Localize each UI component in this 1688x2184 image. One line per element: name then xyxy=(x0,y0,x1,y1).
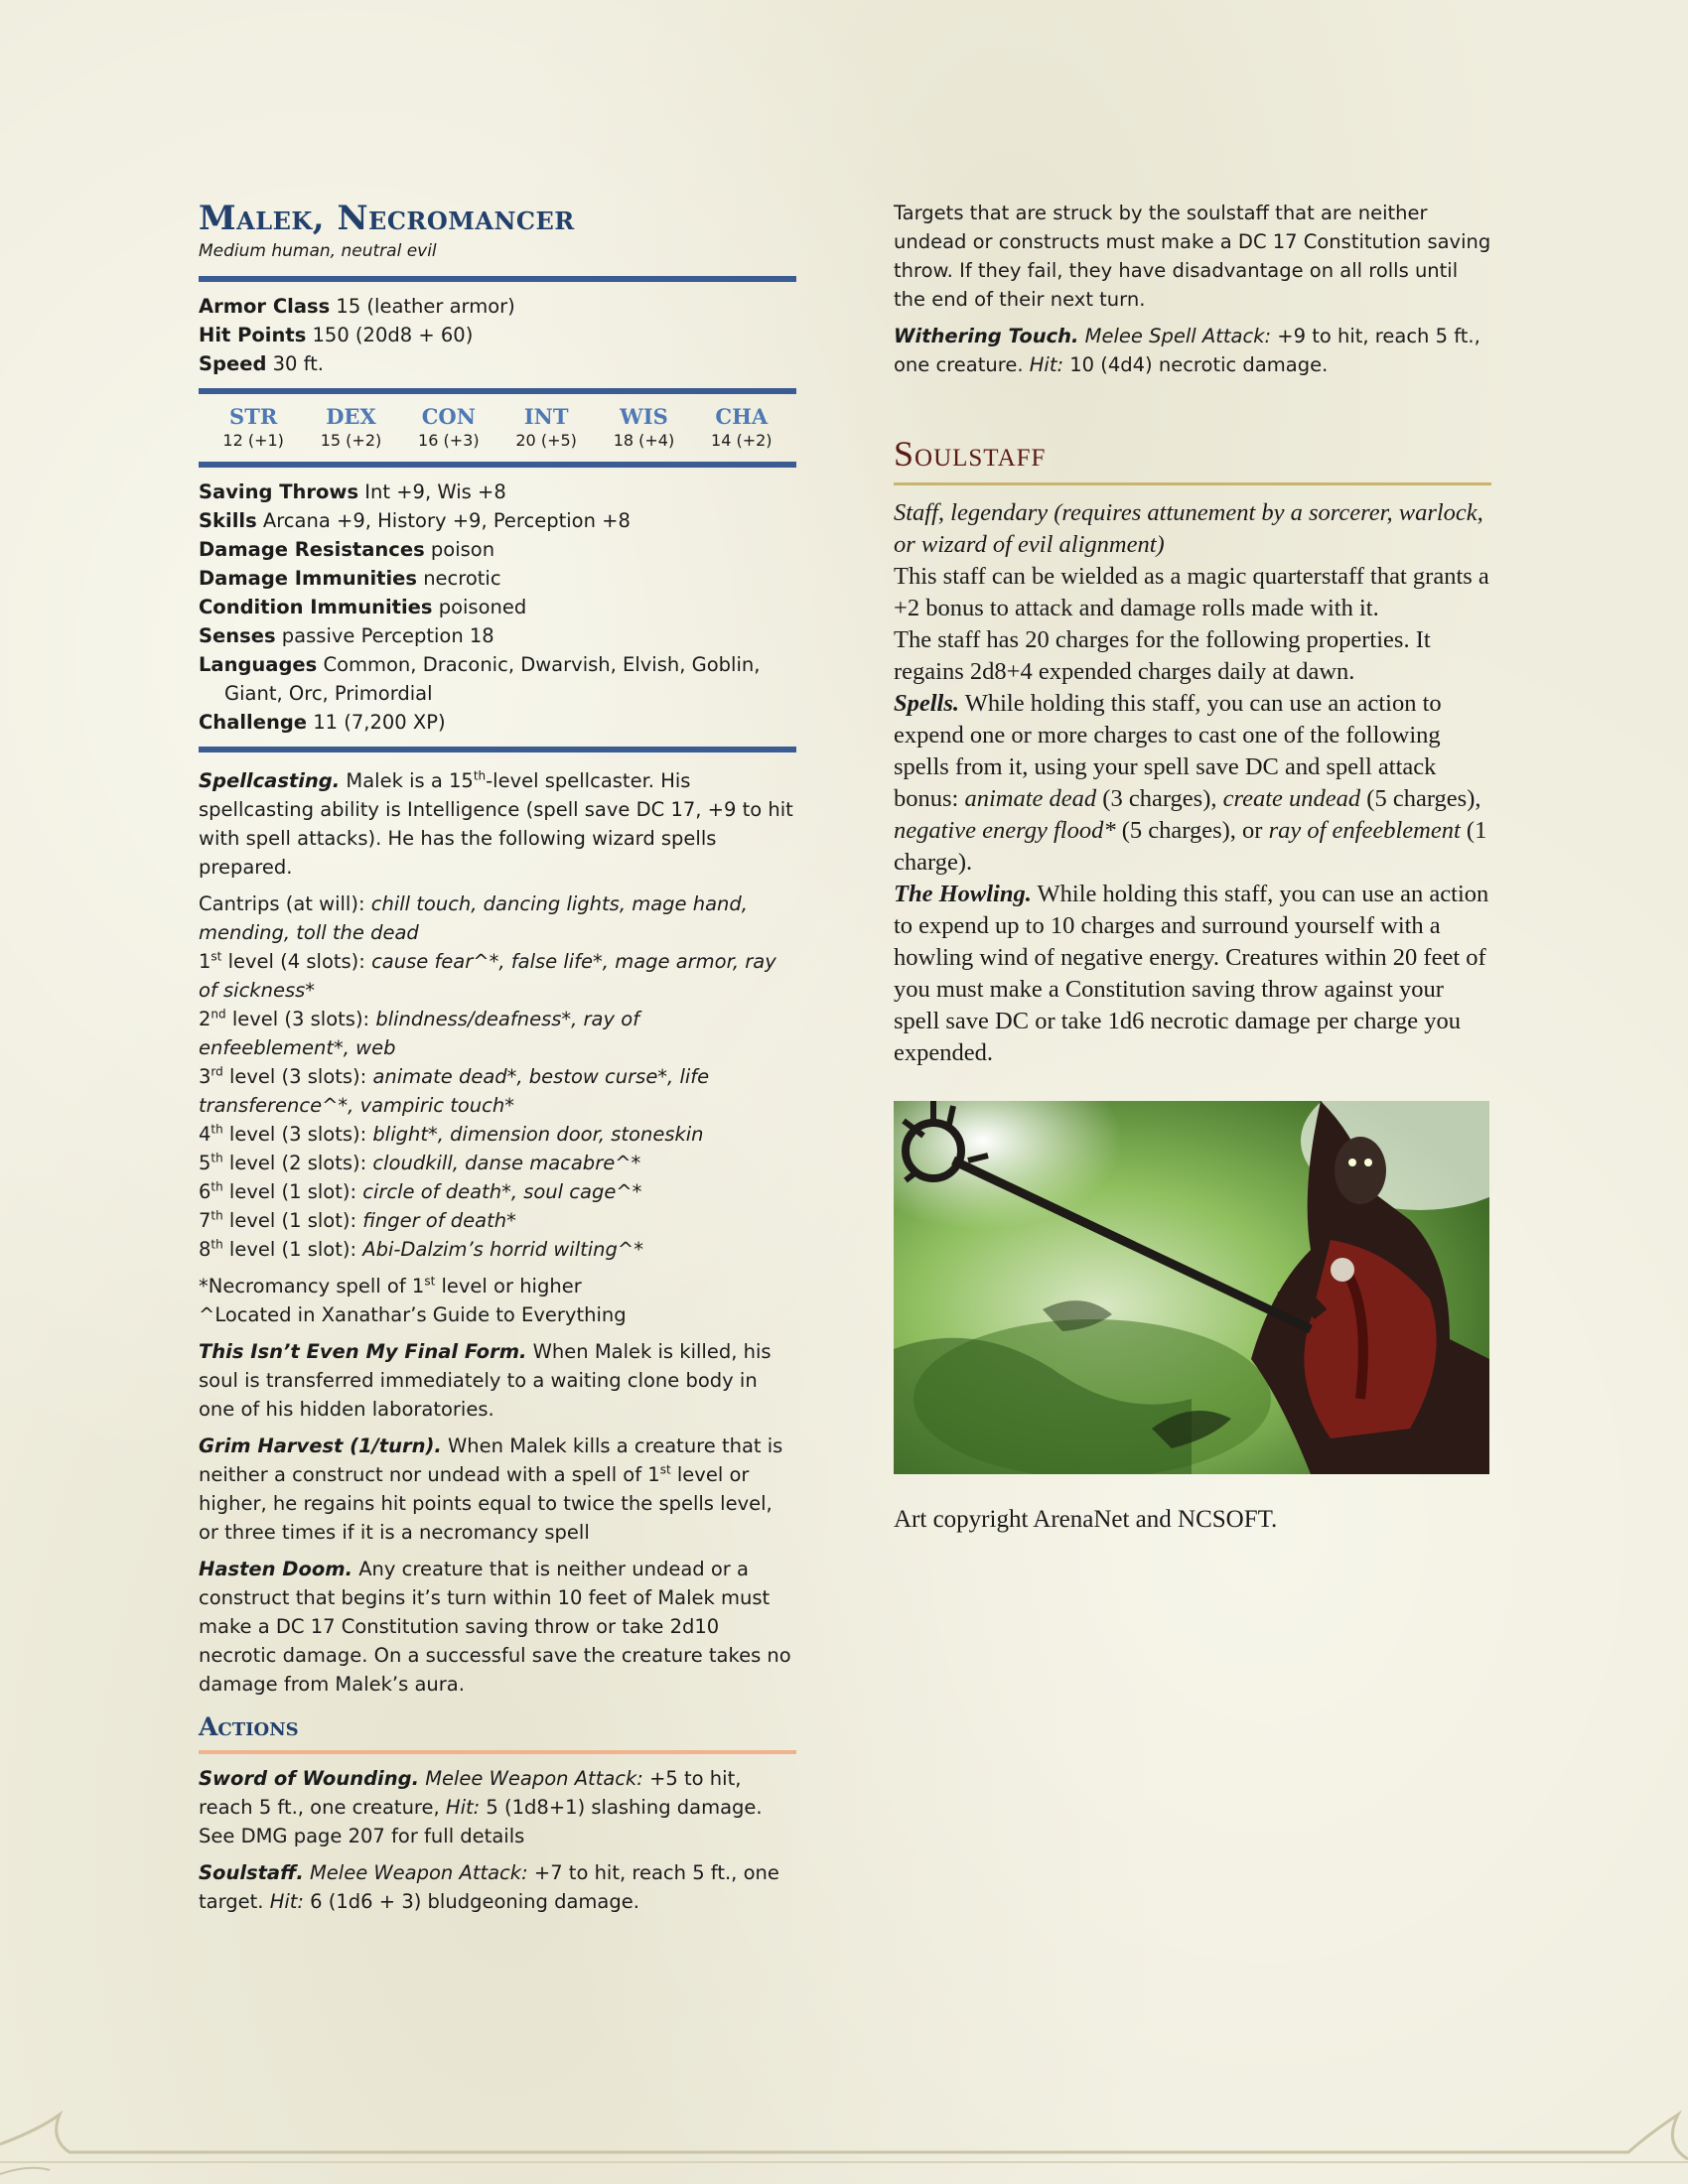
trait-final-form: This Isn’t Even My Final Form. When Malek is killed, his soul is transferred immediately to a waiting clone body in one of his hidden laboratories. xyxy=(199,1340,772,1421)
saving-throws: Saving Throws Int +9, Wis +8 xyxy=(199,480,506,503)
spell-level-6: 6th level (1 slot): circle of death*, soul cage^* xyxy=(199,1179,642,1203)
spell-level-8: 8th level (1 slot): Abi-Dalzim’s horrid wilting^* xyxy=(199,1237,643,1261)
spell-level-1: 1st level (4 slots): cause fear^*, false life*, mage armor, ray of sickness* xyxy=(199,949,776,1002)
action-sword-of-wounding: Sword of Wounding. Melee Weapon Attack: +5 to hit, reach 5 ft., one creature, Hit: 5 (1d8+1) slashing damage. See DMG page 207 for full details xyxy=(199,1767,763,1847)
ability-wis: WIS 18 (+4) xyxy=(613,404,675,450)
action-withering-touch: Withering Touch. Melee Spell Attack: +9 to hit, reach 5 ft., one creature. Hit: 10 (4d4) necrotic damage. xyxy=(894,325,1480,376)
ability-cha: CHA 14 (+2) xyxy=(711,404,773,450)
spell-list xyxy=(199,889,796,1264)
xanathar-note: ^Located in Xanathar’s Guide to Everything xyxy=(199,1303,627,1326)
ability-dex: DEX 15 (+2) xyxy=(320,404,382,450)
divider xyxy=(199,747,796,752)
divider xyxy=(199,276,796,282)
right-column xyxy=(894,199,1491,1536)
divider xyxy=(199,388,796,394)
armor-class: Armor Class 15 (leather armor) xyxy=(199,295,515,318)
spell-level-5: 5th level (2 slots): cloudkill, danse macabre^* xyxy=(199,1151,641,1174)
damage-resistances: Damage Resistances poison xyxy=(199,538,495,561)
actions-heading: Actions xyxy=(199,1712,299,1741)
necromancy-note: *Necromancy spell of 1st level or higher xyxy=(199,1274,582,1297)
item-subtitle: Staff, legendary (requires attunement by a sorcerer, warlock, or wizard of evil alignment) xyxy=(894,499,1483,558)
condition-immunities: Condition Immunities poisoned xyxy=(199,596,527,618)
monster-name: Malek, Necromancer xyxy=(199,199,575,238)
senses: Senses passive Perception 18 xyxy=(199,624,494,647)
item-desc-2: The staff has 20 charges for the following properties. It regains 2d8+4 expended charges daily at dawn. xyxy=(894,626,1431,685)
action-soulstaff: Soulstaff. Melee Weapon Attack: +7 to hit, reach 5 ft., one target. Hit: 6 (1d6 + 3) bludgeoning damage. xyxy=(199,1861,779,1913)
trait-grim-harvest: Grim Harvest (1/turn). When Malek kills a creature that is neither a construct nor undead with a spell of 1st level or higher, he regains hit points equal to twice the spells level, or three times if it is a necromancy spell xyxy=(199,1434,783,1544)
soulstaff-continuation: Targets that are struck by the soulstaff that are neither undead or constructs must make a DC 17 Constitution saving throw. If they fail, they have disadvantage on all rolls until the end of their next turn. xyxy=(894,202,1491,311)
item-howling: The Howling. While holding this staff, you can use an action to expend up to 10 charges and surround yourself with a howling wind of negative energy. Creatures within 20 feet of you must make a Constitution saving throw against your spell save DC or take 1d6 necrotic damage per charge you expended. xyxy=(894,881,1489,1066)
actions-divider xyxy=(199,1750,796,1754)
art-caption: Art copyright ArenaNet and NCSOFT. xyxy=(894,1506,1278,1533)
speed: Speed 30 ft. xyxy=(199,352,325,375)
item-divider xyxy=(894,482,1491,485)
damage-immunities: Damage Immunities necrotic xyxy=(199,567,501,590)
spell-level-4: 4th level (3 slots): blight*, dimension door, stoneskin xyxy=(199,1122,704,1146)
challenge: Challenge 11 (7,200 XP) xyxy=(199,711,446,734)
necromancer-artwork xyxy=(894,1101,1489,1474)
spell-level-2: 2nd level (3 slots): blindness/deafness*, ray of enfeeblement*, web xyxy=(199,1007,640,1059)
ability-int: INT 20 (+5) xyxy=(515,404,577,450)
spell-level-3: 3rd level (3 slots): animate dead*, bestow curse*, life transference^*, vampiric touch* xyxy=(199,1064,710,1117)
spell-notes xyxy=(199,1272,796,1329)
ability-str: STR 12 (+1) xyxy=(222,404,284,450)
spell-level-cantrips: Cantrips (at will): chill touch, dancing lights, mage hand, mending, toll the dead xyxy=(199,892,748,944)
trait-hasten-doom: Hasten Doom. Any creature that is neither undead or a construct that begins it’s turn within 10 feet of Malek must make a DC 17 Constitution saving throw or take 2d10 necrotic damage. On a successful save the creature takes no damage from Malek’s aura. xyxy=(199,1558,791,1696)
ability-scores xyxy=(199,404,796,452)
languages: Languages Common, Draconic, Dwarvish, Elvish, Goblin, Giant, Orc, Primordial xyxy=(199,653,761,705)
item-spells: Spells. While holding this staff, you can use an action to expend one or more charges to cast one of the following spells from it, using your spell save DC and spell attack bonus: animate dead (3 charges), create undead (5 charges), negative energy flood* (5 charges), or ray of enfeeblement (1 charge). xyxy=(894,690,1487,876)
ability-con: CON 16 (+3) xyxy=(418,404,480,450)
page-footer-ornament xyxy=(0,2075,1688,2184)
item-title: Soulstaff xyxy=(894,434,1047,474)
necromancer-illustration xyxy=(894,1101,1489,1474)
spell-level-7: 7th level (1 slot): finger of death* xyxy=(199,1208,516,1232)
item-desc-1: This staff can be wielded as a magic quarterstaff that grants a +2 bonus to attack and damage rolls made with it. xyxy=(894,563,1489,621)
divider xyxy=(199,462,796,468)
spellcasting-trait: Spellcasting. Malek is a 15th-level spellcaster. His spellcasting ability is Intelligence (spell save DC 17, +9 to hit with spell attacks). He has the following wizard spells prepared. xyxy=(199,768,793,879)
stat-block xyxy=(199,199,796,1924)
skills: Skills Arcana +9, History +9, Perception +8 xyxy=(199,509,631,532)
hit-points: Hit Points 150 (20d8 + 60) xyxy=(199,324,474,346)
monster-subtitle: Medium human, neutral evil xyxy=(199,241,437,261)
